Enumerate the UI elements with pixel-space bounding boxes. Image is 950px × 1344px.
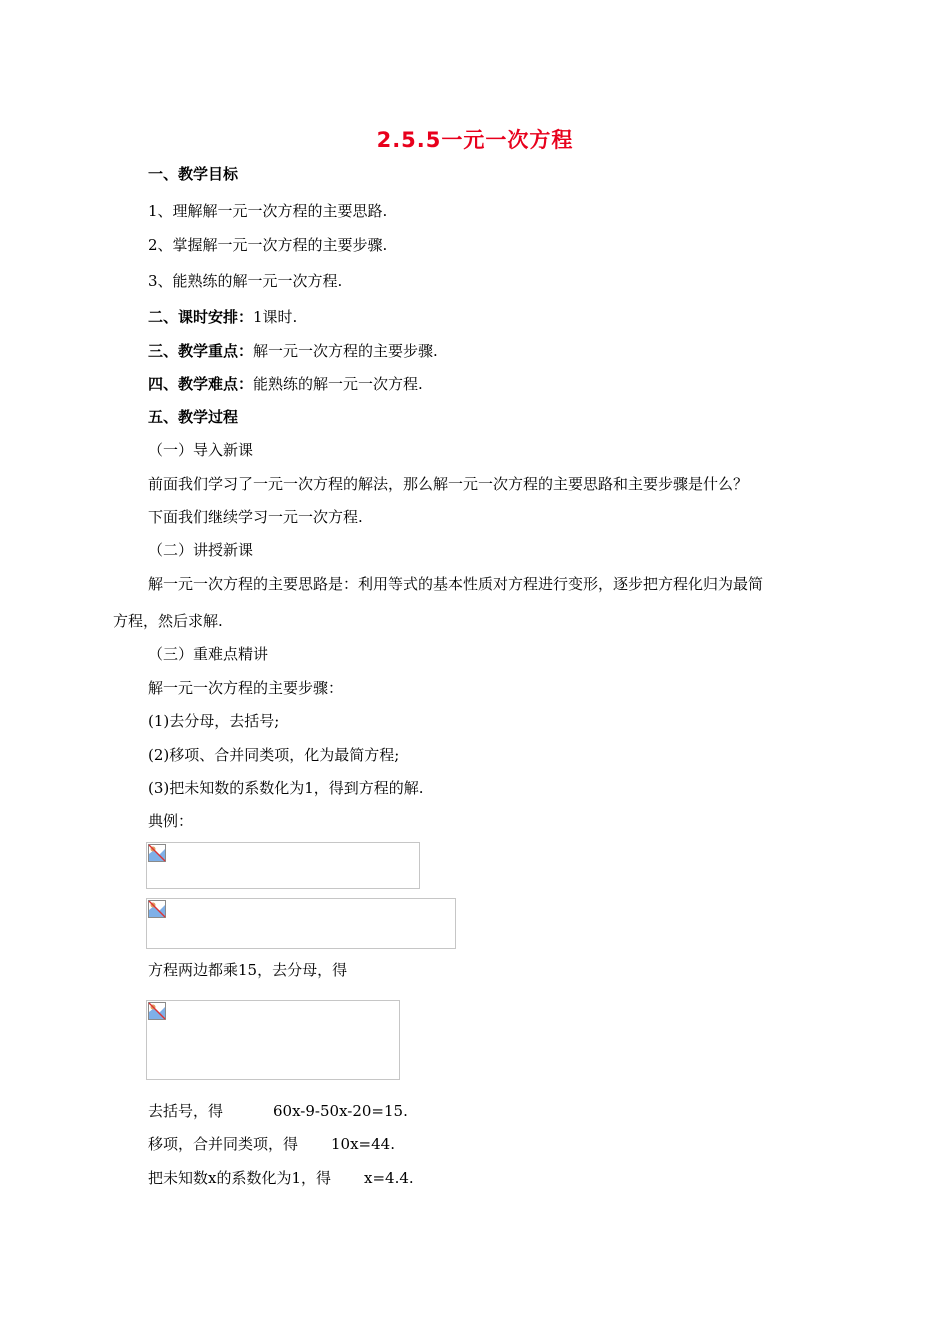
schedule-label: 二、课时安排： [148, 308, 254, 326]
broken-image-icon [148, 1002, 166, 1020]
page-title: 2.5.5一元一次方程 [376, 128, 574, 152]
part2-paragraph-line-1: 解一元一次方程的主要思路是：利用等式的基本性质对方程进行变形，逐步把方程化归为最简 [148, 575, 764, 593]
broken-image-icon [148, 844, 166, 862]
keypoint-text: 解一元一次方程的主要步骤. [253, 342, 438, 360]
cleared-denominator-image [146, 1000, 400, 1080]
example-label: 典例： [148, 812, 194, 830]
difficulty-label: 四、教学难点： [148, 375, 254, 393]
step-item-2: (2)移项、合并同类项，化为最简方程; [148, 746, 400, 764]
schedule-text: 1课时. [253, 308, 298, 326]
step2-label: 去括号，得 [148, 1102, 224, 1120]
step-item-3: (3)把未知数的系数化为1，得到方程的解. [148, 779, 424, 797]
part1-paragraph-1: 前面我们学习了一元一次方程的解法，那么解一元一次方程的主要思路和主要步骤是什么？ [148, 475, 749, 493]
schedule-line [148, 307, 297, 327]
keypoint-label: 三、教学重点： [148, 342, 254, 360]
steps-intro: 解一元一次方程的主要步骤： [148, 679, 344, 697]
example-equation-image [146, 842, 420, 889]
section-heading-process: 五、教学过程 [148, 408, 239, 426]
objective-item-2: 2、掌握解一元一次方程的主要步骤. [148, 236, 388, 254]
objective-item-1: 1、理解解一元一次方程的主要思路. [148, 202, 388, 220]
part1-heading: （一）导入新课 [148, 441, 254, 459]
part3-heading: （三）重难点精讲 [148, 645, 269, 663]
solution-step-4 [148, 1168, 414, 1188]
keypoint-line [148, 341, 438, 361]
step4-equation: x=4.4. [364, 1169, 414, 1187]
step3-equation: 10x=44. [331, 1135, 395, 1153]
example-solution-image [146, 898, 456, 949]
step-item-1: (1)去分母，去括号; [148, 712, 280, 730]
difficulty-line [148, 374, 423, 394]
section-heading-objectives: 一、教学目标 [148, 165, 239, 183]
part2-heading: （二）讲授新课 [148, 541, 254, 559]
step3-label: 移项，合并同类项，得 [148, 1135, 299, 1153]
solution-step-2 [148, 1101, 408, 1121]
solution-step-1: 方程两边都乘15，去分母，得 [148, 961, 348, 979]
part1-paragraph-2: 下面我们继续学习一元一次方程. [148, 508, 363, 526]
part2-paragraph-line-2: 方程，然后求解. [113, 612, 223, 630]
difficulty-text: 能熟练的解一元一次方程. [253, 375, 423, 393]
broken-image-icon [148, 900, 166, 918]
step4-label: 把未知数x的系数化为1，得 [148, 1169, 332, 1187]
step2-equation: 60x-9-50x-20=15. [273, 1102, 408, 1120]
solution-step-3 [148, 1134, 395, 1154]
objective-item-3: 3、能熟练的解一元一次方程. [148, 272, 343, 290]
